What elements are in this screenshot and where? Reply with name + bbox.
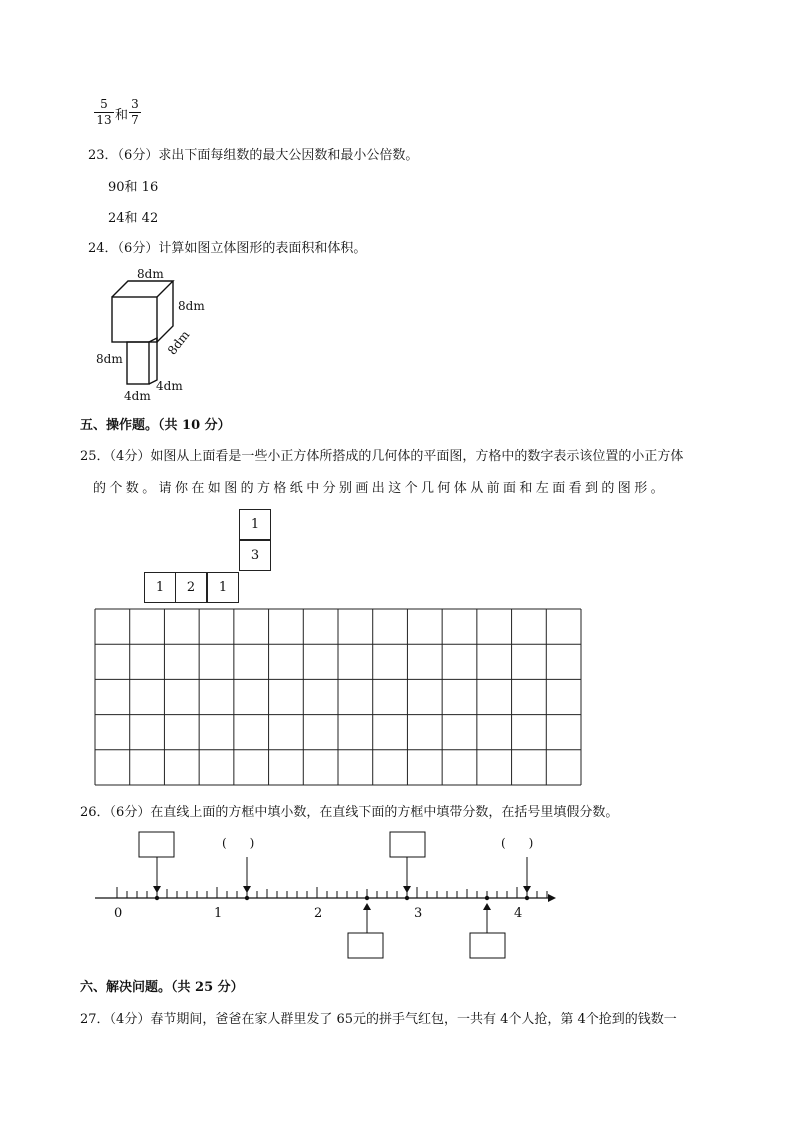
cube-side-face: [157, 281, 173, 342]
answer-box-decimal-2[interactable]: [390, 832, 425, 857]
question-27-text: 27．（4分）春节期间，爸爸在家人群里发了 65元的拼手气红包，一共有 4个人抢，第 4个抢到的钱数一: [80, 1012, 677, 1027]
tick-label-2: 2: [314, 906, 323, 921]
point-3: [365, 896, 369, 900]
plan-cell: 3: [239, 540, 271, 571]
tick-label-1: 1: [214, 906, 223, 921]
prism-front-face: [127, 342, 149, 384]
point-2: [245, 896, 249, 900]
label-top: 8dm: [137, 267, 164, 281]
section-5-heading: 五、操作题。（共 10 分）: [80, 418, 231, 433]
fraction-3-7: [129, 98, 141, 127]
arrow-head-up-1: [363, 903, 371, 910]
label-depth: 8dm: [164, 327, 193, 358]
question-25-line-1: 25．（4分）如图从上面看是一些小正方体所搭成的几何体的平面图，方格中的数字表示该位置的小正方体: [80, 449, 684, 464]
question-25-line-2: 的个数。请你在如图的方格纸中分别画出这个几何体从前面和左面看到的图形。: [93, 481, 668, 496]
answer-paren-1: ( ): [222, 836, 255, 850]
fraction-denominator: 13: [96, 113, 112, 127]
drawing-grid[interactable]: [94, 608, 582, 786]
answer-box-decimal-1[interactable]: [139, 832, 174, 857]
label-left: 8dm: [96, 352, 123, 366]
section-6-heading: 六、解决问题。（共 25 分）: [80, 980, 244, 995]
answer-paren-2: ( ): [501, 836, 534, 850]
point-5: [485, 896, 489, 900]
and-text: 和: [115, 108, 129, 123]
question-23-pair-2: 24和 42: [108, 211, 159, 226]
plan-cell: 1: [239, 509, 271, 540]
answer-box-mixed-1[interactable]: [348, 933, 383, 958]
solid-figure: [90, 262, 220, 407]
arrow-head-up-2: [483, 903, 491, 910]
point-6: [525, 896, 529, 900]
label-small-right: 4dm: [156, 379, 183, 393]
fraction-numerator: 3: [131, 97, 139, 111]
point-4: [405, 896, 409, 900]
question-24-title: 24．（6分）计算如图立体图形的表面积和体积。: [88, 241, 367, 256]
axis-labels: [114, 906, 522, 921]
tick-label-4: 4: [514, 906, 523, 921]
prism-side-face: [149, 338, 157, 384]
label-right: 8dm: [178, 299, 205, 313]
arrow-head-down-2: [243, 886, 251, 893]
tick-label-0: 0: [114, 906, 123, 921]
plan-cell: 1: [144, 572, 176, 603]
question-23-pair-1: 90和 16: [108, 180, 159, 195]
arrow-head-down-3: [403, 886, 411, 893]
question-23-title: 23．（6分）求出下面每组数的最大公因数和最小公倍数。: [88, 148, 419, 163]
answer-box-mixed-2[interactable]: [470, 933, 505, 958]
label-bottom: 4dm: [124, 389, 151, 403]
axis-ticks: [117, 887, 547, 898]
number-line: [90, 825, 560, 965]
arrow-head-down-1: [153, 886, 161, 893]
cube-top-face: [112, 281, 173, 297]
fraction-numerator: 5: [100, 97, 108, 111]
point-1: [155, 896, 159, 900]
fraction-5-13: [94, 98, 114, 127]
tick-label-3: 3: [414, 906, 423, 921]
fraction-denominator: 7: [131, 113, 139, 127]
cube-front-face: [112, 297, 157, 342]
question-26-title: 26．（6分）在直线上面的方框中填小数，在直线下面的方框中填带分数，在括号里填假分数。: [80, 805, 619, 820]
arrow-head-down-4: [523, 886, 531, 893]
axis-arrow-head: [548, 894, 556, 902]
plan-cell: 1: [207, 572, 239, 603]
plan-cell: 2: [175, 572, 207, 603]
